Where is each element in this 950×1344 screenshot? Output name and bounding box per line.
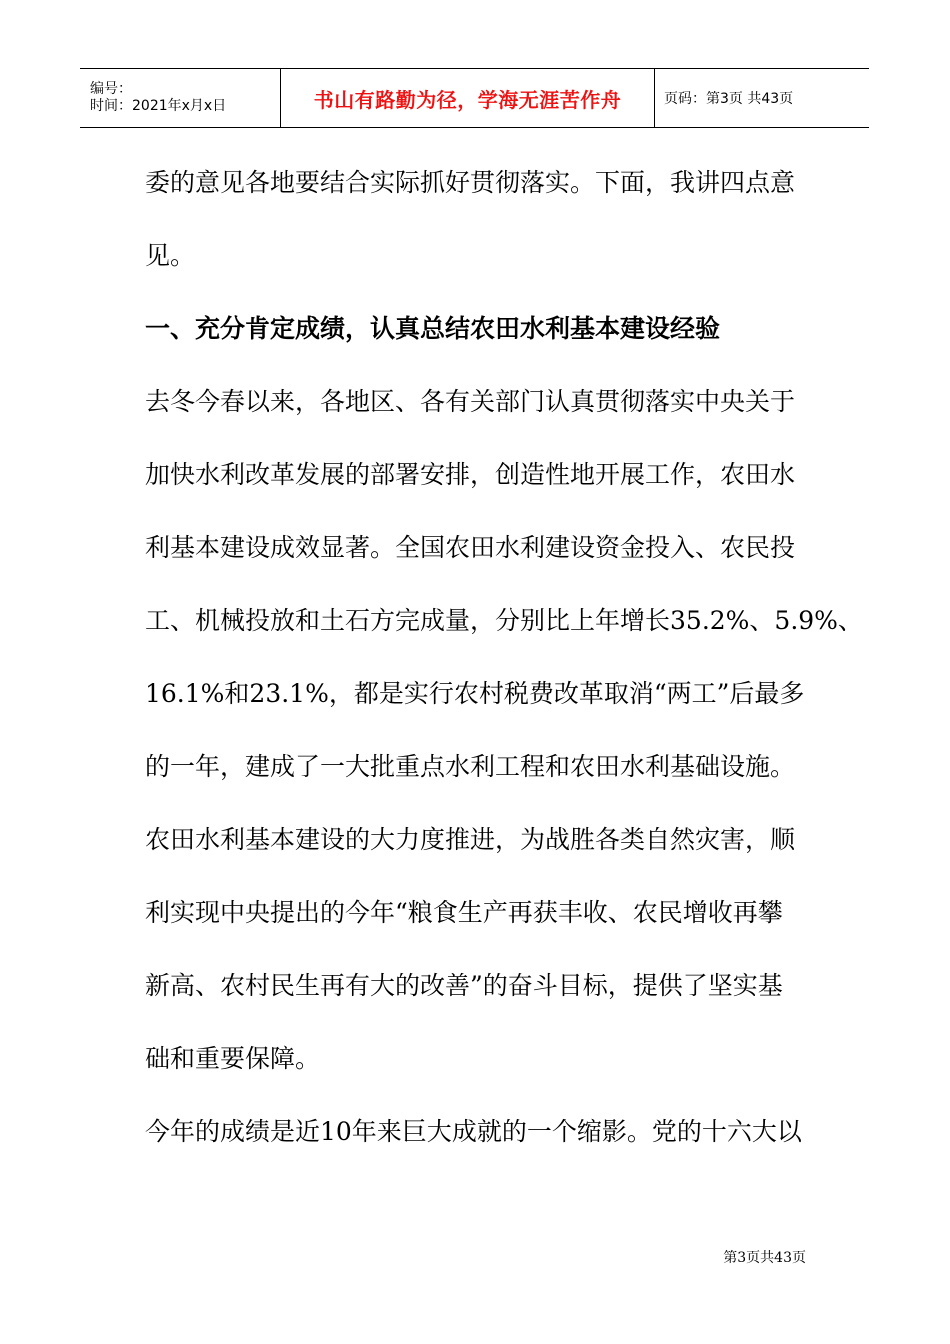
body-line: 委的意见各地要结合实际抓好贯彻落实。下面，我讲四点意 — [145, 168, 796, 197]
document-body — [145, 146, 863, 1168]
header-motto-cell — [281, 69, 655, 127]
body-line: 础和重要保障。 — [145, 1044, 321, 1073]
section-heading: 一、充分肯定成绩，认真总结农田水利基本建设经验 — [145, 314, 721, 343]
number-label: 编号： — [90, 81, 132, 97]
time-label: 时间：2021年x月x日 — [90, 98, 227, 114]
body-line: 去冬今春以来，各地区、各有关部门认真贯彻落实中央关于 — [145, 387, 796, 416]
body-line: 农田水利基本建设的大力度推进，为战胜各类自然灾害，顺 — [145, 825, 796, 854]
page-footer: 第3页共43页 — [723, 1250, 806, 1266]
body-line: 的一年，建成了一大批重点水利工程和农田水利基础设施。 — [145, 752, 796, 781]
body-line: 利基本建设成效显著。全国农田水利建设资金投入、农民投 — [145, 533, 796, 562]
header-meta-cell — [80, 69, 281, 127]
body-line: 16.1%和23.1%，都是实行农村税费改革取消“两工”后最多 — [145, 679, 805, 708]
document-header — [80, 68, 869, 128]
body-line: 见。 — [145, 241, 196, 270]
motto-text: 书山有路勤为径，学海无涯苦作舟 — [313, 87, 622, 112]
body-line: 利实现中央提出的今年“粮食生产再获丰收、农民增收再攀 — [145, 898, 783, 927]
page-code: 页码：第3页 共43页 — [664, 91, 794, 107]
body-line: 新高、农村民生再有大的改善”的奋斗目标，提供了坚实基 — [145, 971, 783, 1000]
body-line: 加快水利改革发展的部署安排，创造性地开展工作，农田水 — [145, 460, 796, 489]
body-line: 工、机械投放和土石方完成量，分别比上年增长35.2%、5.9%、 — [145, 606, 863, 635]
header-page-cell — [655, 69, 869, 127]
body-line: 今年的成绩是近10年来巨大成就的一个缩影。党的十六大以 — [145, 1117, 802, 1146]
